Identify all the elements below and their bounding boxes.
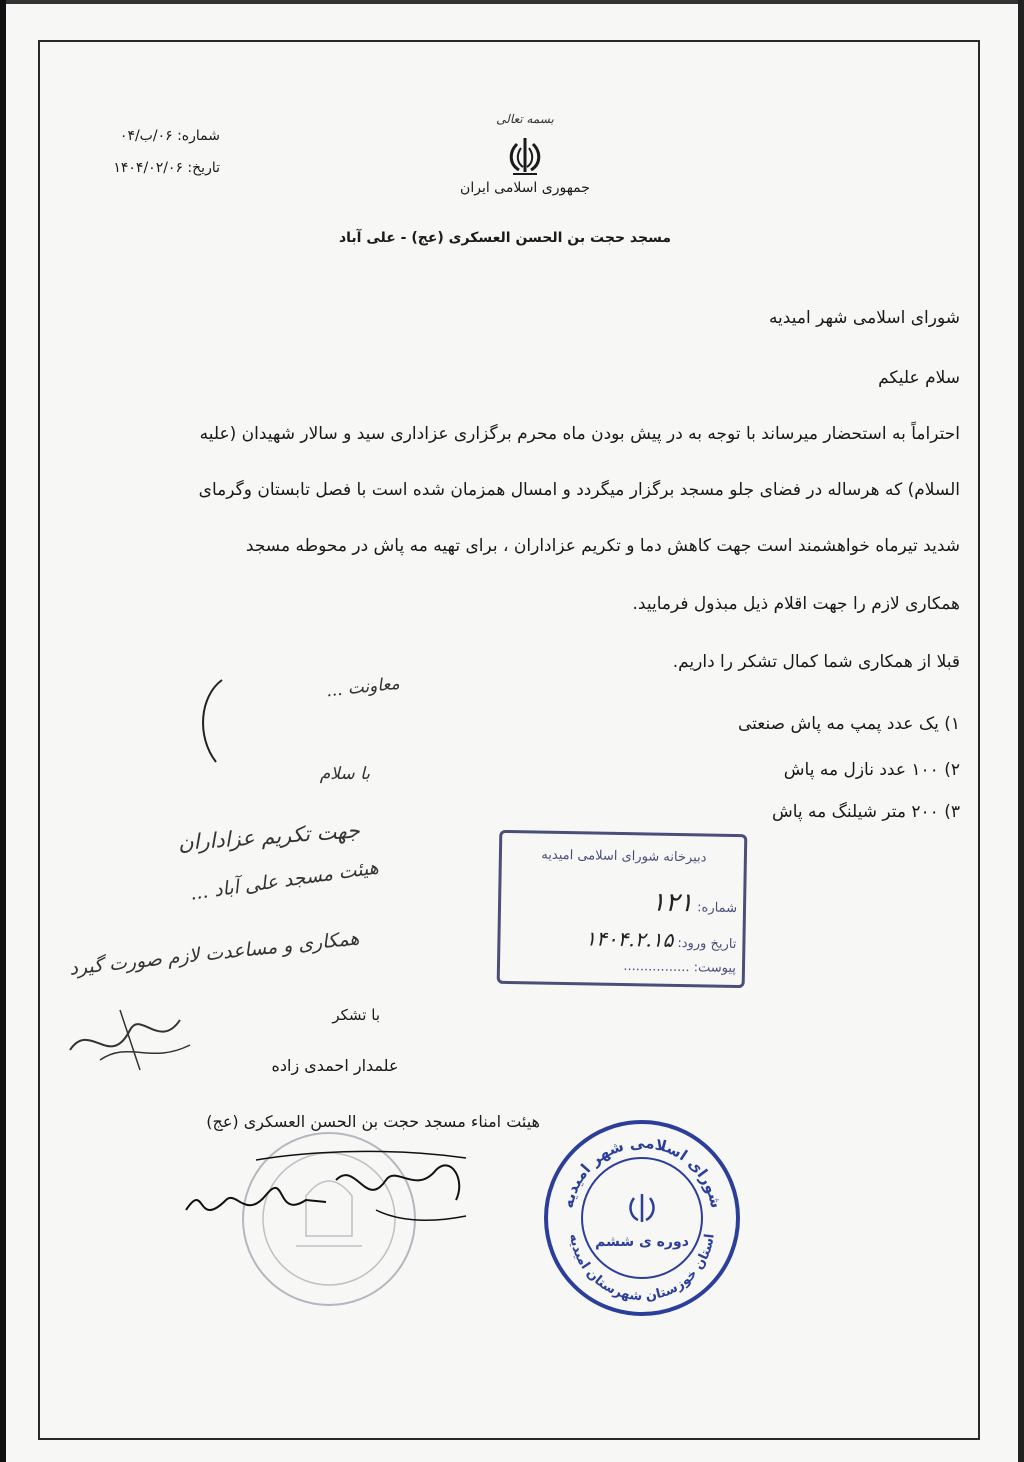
handwritten-note: هیئت مسجد علی آباد ... — [188, 856, 380, 905]
letter-number-value: ۰۶/ب/۰۴ — [119, 128, 173, 144]
receipt-stamp-date — [508, 925, 736, 953]
greeting: سلام علیکم — [878, 368, 960, 388]
receipt-stamp-date-label: تاریخ ورود: — [677, 935, 737, 953]
scan-edge-left — [0, 0, 6, 1462]
list-item — [560, 714, 960, 734]
body-line-1: احتراماً به استحضار میرساند با توجه به در پیش بودن ماه محرم برگزاری عزاداری سید و سالار شهیدان (علیه — [199, 424, 960, 444]
receipt-stamp-date-value: ۱۴۰۴.۲.۱۵ — [585, 926, 674, 952]
council-seal — [542, 1118, 742, 1318]
list-item-number: ۲) — [944, 760, 960, 780]
handwritten-note: جهت تکریم عزاداران — [177, 818, 361, 855]
scan-edge-top — [0, 0, 1024, 4]
basmala: بسمه تعالی — [496, 112, 554, 126]
handwritten-note: معاونت ... — [325, 673, 401, 702]
receipt-stamp-title: دبیرخانه شورای اسلامی امیدیه — [541, 847, 707, 866]
council-seal-center-text: دوره ی ششم — [595, 1234, 689, 1250]
list-item — [560, 802, 960, 822]
country-name: جمهوری اسلامی ایران — [460, 180, 590, 196]
signer-name: علمدار احمدی زاده — [271, 1056, 399, 1075]
body-line-2: السلام) که هرساله در فضای جلو مسجد برگزار میگردد و امسال همزمان شده است با فصل تابستان وگرمای — [198, 480, 960, 500]
closing: با تشکر — [332, 1006, 380, 1024]
letter-date — [80, 160, 220, 176]
receipt-stamp-attachment-label: پیوست: — [693, 960, 737, 976]
list-item-text: یک عدد پمپ مه پاش صنعتی — [738, 714, 939, 734]
letter-date-value: ۱۴۰۴/۰۲/۰۶ — [113, 160, 183, 176]
iran-emblem-icon — [631, 1194, 654, 1222]
list-item-text: ۱۰۰ عدد نازل مه پاش — [783, 760, 939, 780]
signer-title: هیئت امناء مسجد حجت بن الحسن العسکری (عج) — [206, 1112, 540, 1131]
receipt-stamp-attachment: پیوست: ................ — [623, 959, 737, 976]
letter-number-label: شماره: — [177, 128, 220, 144]
handwritten-signature — [60, 990, 200, 1080]
body-line-3: شدید تیرماه خواهشمند است جهت کاهش دما و تکریم عزاداران ، برای تهیه مه پاش در محوطه مسجد — [245, 536, 960, 556]
letter-date-label: تاریخ: — [187, 160, 220, 176]
handwritten-note: همکاری و مساعدت لازم صورت گیرد — [68, 927, 361, 980]
list-item-number: ۱) — [944, 714, 960, 734]
iran-emblem-icon — [505, 136, 545, 178]
recipient: شورای اسلامی شهر امیدیه — [768, 308, 960, 328]
receipt-stamp-number-label: شماره: — [697, 900, 738, 917]
signature — [176, 1140, 476, 1240]
body-line-4: همکاری لازم را جهت اقلام ذیل مبذول فرمایید. — [632, 594, 960, 614]
council-seal-top-text: شورای اسلامی شهر امیدیه — [558, 1133, 726, 1210]
list-item-text: ۲۰۰ متر شیلنگ مه پاش — [771, 802, 939, 822]
receipt-stamp — [497, 830, 748, 988]
list-item — [560, 760, 960, 780]
thanks-line: قبلا از همکاری شما کمال تشکر را داریم. — [672, 652, 960, 672]
receipt-stamp-number — [509, 885, 737, 919]
list-item-number: ۳) — [944, 802, 960, 822]
handwritten-note: با سلام — [319, 764, 370, 784]
council-seal-bottom-text: استان خوزستان شهرستان امیدیه — [566, 1232, 718, 1305]
organization-title: مسجد حجت بن الحسن العسکری (عج) - علی آباد — [338, 230, 671, 246]
scan-edge-right — [1018, 0, 1024, 1462]
letter-number — [80, 128, 220, 144]
receipt-stamp-number-value: ۱۲۱ — [650, 887, 694, 919]
handwritten-bracket — [190, 676, 230, 766]
